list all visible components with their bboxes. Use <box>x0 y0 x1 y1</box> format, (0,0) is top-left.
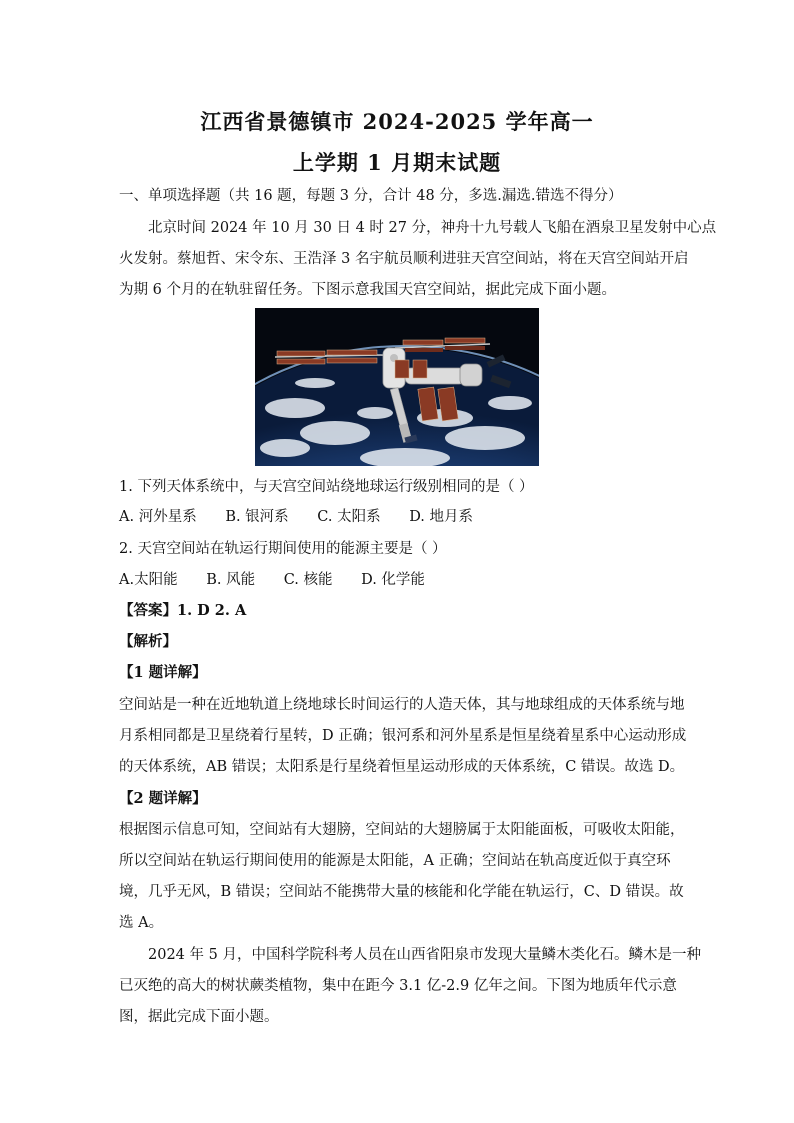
q2-option-d: D. 化学能 <box>361 572 425 588</box>
detail-2-label: 【2 题详解】 <box>119 790 207 807</box>
q1-option-a: A. 河外星系 <box>119 509 197 525</box>
exam-title-line2: 上学期 1 月期末试题 <box>292 150 502 175</box>
passage1-line: 火发射。蔡旭哲、宋令东、王浩泽 3 名宇航员顺利进驻天宫空间站，将在天宫空间站开启 <box>119 251 689 267</box>
question-1-options <box>119 507 675 527</box>
question-2-stem: 2. 天宫空间站在轨运行期间使用的能源主要是（ ） <box>119 541 447 557</box>
passage2-line: 图，据此完成下面小题。 <box>119 1009 279 1025</box>
analysis-label: 【解析】 <box>119 633 177 650</box>
passage2-line: 已灭绝的高大的树状蕨类植物，集中在距今 3.1 亿-2.9 亿年之间。下图为地质年代示意 <box>119 978 677 994</box>
q1-option-b: B. 银河系 <box>225 509 289 525</box>
detail-2-line: 选 A。 <box>119 915 164 931</box>
question-2-options <box>119 570 675 590</box>
passage1-line: 北京时间 2024 年 10 月 30 日 4 时 27 分，神舟十九号载人飞船在酒泉卫星发射中心点 <box>148 220 717 236</box>
passage1-line: 为期 6 个月的在轨驻留任务。下图示意我国天宫空间站，据此完成下面小题。 <box>119 282 616 298</box>
q2-option-c: C. 核能 <box>283 572 333 588</box>
q2-option-a: A.太阳能 <box>119 572 178 588</box>
answer-line: 【答案】1. D 2. A <box>119 602 247 619</box>
detail-1-line: 月系相同都是卫星绕着行星转，D 正确；银河系和河外星系是恒星绕着星系中心运动形成 <box>119 728 687 744</box>
detail-1-line: 空间站是一种在近地轨道上绕地球长时间运行的人造天体，其与地球组成的天体系统与地 <box>119 697 685 713</box>
exam-title-line1: 江西省景德镇市 2024-2025 学年高一 <box>200 109 594 134</box>
detail-2-line: 境，几乎无风，B 错误；空间站不能携带大量的核能和化学能在轨运行，C、D 错误。故 <box>119 884 684 900</box>
q1-option-c: C. 太阳系 <box>317 509 381 525</box>
detail-1-line: 的天体系统，AB 错误；太阳系是行星绕着恒星运动形成的天体系统，C 错误。故选 D。 <box>119 759 685 775</box>
question-1-stem: 1. 下列天体系统中，与天宫空间站绕地球运行级别相同的是（ ） <box>119 479 534 495</box>
passage2-line: 2024 年 5 月，中国科学院科考人员在山西省阳泉市发现大量鳞木类化石。鳞木是一种 <box>148 947 701 963</box>
section-heading: 一、单项选择题（共 16 题，每题 3 分，合计 48 分，多选.漏选.错选不得分） <box>119 188 623 204</box>
detail-2-line: 所以空间站在轨运行期间使用的能源是太阳能，A 正确；空间站在轨高度近似于真空环 <box>119 853 671 869</box>
q1-option-d: D. 地月系 <box>409 509 474 525</box>
space-station-photo <box>255 308 539 466</box>
q2-option-b: B. 风能 <box>206 572 256 588</box>
detail-1-label: 【1 题详解】 <box>119 664 207 681</box>
detail-2-line: 根据图示信息可知，空间站有大翅膀，空间站的大翅膀属于太阳能面板，可吸收太阳能， <box>119 822 685 838</box>
